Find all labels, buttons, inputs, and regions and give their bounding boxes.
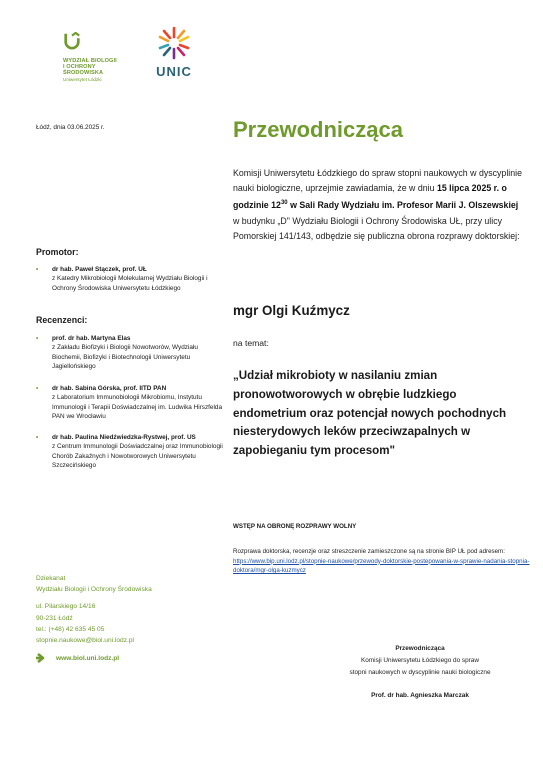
signature-role: Przewodnicząca [395,645,445,652]
free-admission-note: WSTĘP NA OBRONĘ ROZPRAWY WOLNY [233,523,357,530]
faculty-logo-line2: I OCHRONY [63,64,96,71]
unic-logo [152,26,196,79]
website-link[interactable]: www.biol.uni.lodz.pl [56,654,120,662]
signature-line2: stopni naukowych w dyscyplinie nauki biologiczne [349,669,491,677]
intro-text-3: o godzinie [233,183,507,211]
reviewer-name: prof. dr hab. Martyna Elas [52,335,131,342]
defense-date: 15 lipca 2025 r. [436,183,500,194]
dean-office-city: 90-231 Łódź [36,614,73,622]
unic-sunburst-icon [152,26,196,60]
reviewer-entry [36,433,226,470]
faculty-logo-line3: ŚRODOWISKA [63,70,104,77]
reviewer-affiliation: z Centrum Immunologii Doświadczalnej oraz Immunobiologii Chorób Zakaźnych i Nowotworowych Uniwersytetu Szczecińskiego [52,443,223,469]
letter-date: Łódź, dnia 03.06.2025 r. [36,124,105,131]
arrow-right-icon [36,652,48,664]
intro-text-1: Komisji Uniwersytetu Łódzkiego do spraw stopni naukowych w dyscyplinie nauki biologiczne, uprzejmie zawiadamia, [233,168,522,194]
signature-line1: Komisji Uniwersytetu Łódzkiego do spraw [361,657,479,665]
promotor-name: dr hab. Paweł Stączek, prof. UŁ [52,266,147,273]
dean-office-street: ul. Pilarskiego 14/16 [36,603,96,611]
reviewer-name: dr hab. Sabina Górska, prof. IITD PAN [52,385,167,392]
thesis-title: „Udział mikrobioty w nasilaniu zmian pronowotworowych w obrębie ludzkiego endometrium oraz potencjał nowych pochodnych niesterydowych leków przeciwzapalnych w zapobieganiu tym procesom" [233,369,507,458]
promotor-entry [36,265,226,293]
dean-office-phone: tel.: (+48) 42 635 45 05 [36,625,105,633]
signer-name: Prof. dr hab. Agnieszka Marczak [371,692,469,699]
bip-info-text: Rozprawa doktorska, recenzje oraz streszczenie zamieszczone są na stronie BIP UŁ pod adresem: [233,548,505,555]
unic-logo-text: UNIC [156,64,192,79]
page-title: Przewodnicząca [233,117,403,142]
dean-office-contact [36,573,226,646]
bip-info [233,547,533,576]
bullet-icon: • [36,335,39,342]
intro-paragraph [233,166,523,244]
faculty-logo-line1: WYDZIAŁ BIOLOGII [63,58,117,64]
defense-room: w Sali Rady Wydziału im. Profesor Marii J. Olszewskiej [290,200,519,211]
reviewer-entry [36,334,226,371]
bip-link[interactable]: https://www.bip.uni.lodz.pl/stopnie-naukowe/przewody-doktorskie-postepowania-w-sprawie-nadania-stopnia-doktora/mgr-olga-kuzmycz [233,557,530,575]
candidate-name: mgr Olgi Kuźmycz [233,303,350,318]
faculty-logo-icon [63,32,81,50]
dean-office-email[interactable]: stopnie.naukowe@biol.uni.lodz.pl [36,637,134,645]
intro-text-2: że w dniu [397,183,435,194]
promotor-heading: Promotor: [36,247,79,257]
defense-hour: $12^{30}$ [271,200,288,211]
dean-office-faculty: Wydziału Biologii i Ochrony Środowiska [36,586,152,594]
signature-block [320,643,520,680]
reviewer-entry [36,384,226,421]
bullet-icon: • [36,385,39,392]
reviewers-heading: Recenzenci: [36,315,88,325]
reviewer-affiliation: z Laboratorium Immunobiologii Mikrobiomu, Instytutu Immunologii i Terapii Doświadczalnej im. Ludwika Hirszfelda PAN we Wrocławiu [52,394,223,420]
topic-label: na temat: [233,338,269,348]
defense-minutes: 30 [280,200,288,207]
dean-office-label: Dziekanat [36,575,66,582]
website-row[interactable] [36,652,119,664]
intro-text-5: w budynku „D" Wydziału Biologii i Ochrony Środowiska UŁ, przy ulicy Pomorskiej 141/143, odbędzie się publiczna obrona rozprawy doktorskiej: [233,215,520,241]
promotor-affiliation: z Katedry Mikrobiologii Molekularnej Wydziału Biologii i Ochrony Środowiska Uniwersytetu Łódzkiego [52,275,208,292]
faculty-logo [63,32,133,83]
bullet-icon: • [36,266,39,273]
reviewer-affiliation: z Zakładu Biofizyki i Biologii Nowotworów, Wydziału Biochemii, Biofizyki i Biotechnologii Uniwersytetu Jagiellońskiego [52,344,198,370]
faculty-logo-line4: Uniwersytet Łódzki [63,76,102,82]
reviewer-name: dr hab. Paulina Niedźwiedzka-Rystwej, prof. US [52,434,196,441]
bullet-icon: • [36,434,39,441]
